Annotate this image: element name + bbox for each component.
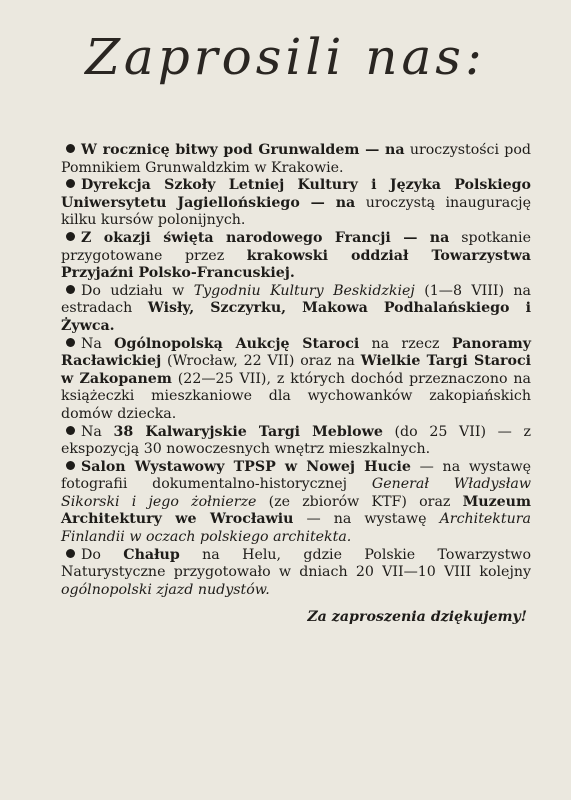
article-body	[61, 142, 531, 627]
item-text-part: Do udziału w	[81, 282, 194, 299]
item-text-part: Wisły, Szczyrku, Makowa Podhalańskiego i Żywca.	[61, 300, 531, 334]
item-text-part: (do 25 VII) — z ekspozycją 30 nowoczesnych wnętrz mieszkalnych.	[61, 423, 531, 458]
list-item	[61, 547, 531, 600]
item-text-part: spotkanie przygotowane przez	[61, 229, 531, 264]
bullet-icon	[66, 426, 75, 435]
item-text-part: Architektura Finlandii w oczach polskiego architekta.	[61, 511, 531, 546]
item-text-part: (22—25 VII), z których dochód przeznaczono na książeczki mieszkaniowe dla wychowanków zakopiańskich domów dziecka.	[61, 370, 532, 422]
bullet-icon	[66, 461, 75, 470]
item-text-part: 38 Kalwaryjskie Targi Meblowe	[113, 423, 383, 440]
item-text-part: Ogólnopolską Aukcję Staroci	[114, 335, 360, 352]
list-item	[61, 230, 531, 283]
list-item	[61, 283, 531, 336]
item-text-part: uroczystości pod Pomnikiem Grunwaldzkim w Krakowie.	[61, 142, 531, 176]
item-text-part: W rocznicę bitwy pod Grunwaldem — na	[81, 142, 405, 158]
item-text-part: Na	[81, 335, 115, 352]
item-text-part: krakowski oddział Towarzystwa Przyjaźni Polsko-Francuskiej.	[61, 247, 531, 282]
item-text-part: ogólnopolski zjazd nudystów.	[61, 581, 270, 598]
bullet-icon	[66, 285, 75, 294]
list-item	[61, 424, 531, 459]
item-text-part: — na wystawę fotografii dokumentalno-historycznej	[61, 458, 531, 493]
bullet-icon	[66, 179, 75, 188]
bullet-icon	[66, 144, 75, 153]
item-text-part: Wielkie Targi Staroci w Zakopanem	[61, 353, 532, 387]
item-text-part: Z okazji święta narodowego Francji — na	[81, 229, 450, 246]
list-item	[61, 142, 531, 177]
item-text-part: Dyrekcja Szkoły Letniej Kultury i Języka Polskiego Uniwersytetu Jagiellońskiego — na	[61, 177, 531, 211]
item-text-part: Tygodniu Kultury Beskidzkiej	[193, 282, 415, 299]
item-text-part: (1—8 VIII) na estradach	[61, 282, 531, 317]
page-title: Zaprosili nas:	[85, 28, 486, 86]
item-text-part: Generał Władysław Sikorski i jego żołnierze	[61, 476, 531, 510]
item-text-part: — na wystawę	[293, 511, 440, 528]
item-text-part: Panoramy Racławickiej	[61, 335, 531, 370]
list-item	[61, 177, 531, 230]
list-item	[61, 459, 531, 547]
item-text-part: na Helu, gdzie Polskie Towarzystwo Naturystyczne przygotowało w dniach 20 VII—10 VIII kolejny	[61, 546, 531, 581]
item-text-part: (ze zbiorów KTF) oraz	[256, 493, 463, 510]
bullet-icon	[66, 338, 75, 347]
item-text-part: Chałup	[123, 546, 180, 563]
item-text-part: na rzecz	[359, 335, 452, 352]
item-text-part: (Wrocław, 22 VII) oraz na	[161, 353, 361, 370]
list-item	[61, 336, 531, 424]
closing-thanks: Za zaproszenia dziękujemy!	[307, 609, 527, 626]
bullet-icon	[66, 549, 75, 558]
item-text-part: Na	[81, 423, 114, 440]
item-text-part: Do	[81, 546, 124, 563]
item-list	[61, 142, 531, 599]
item-text-part: Salon Wystawowy TPSP w Nowej Hucie	[81, 458, 411, 475]
item-text-part: Muzeum Architektury we Wrocławiu	[61, 493, 531, 528]
item-text-part: uroczystą inaugurację kilku kursów polonijnych.	[61, 194, 531, 229]
bullet-icon	[66, 232, 75, 241]
